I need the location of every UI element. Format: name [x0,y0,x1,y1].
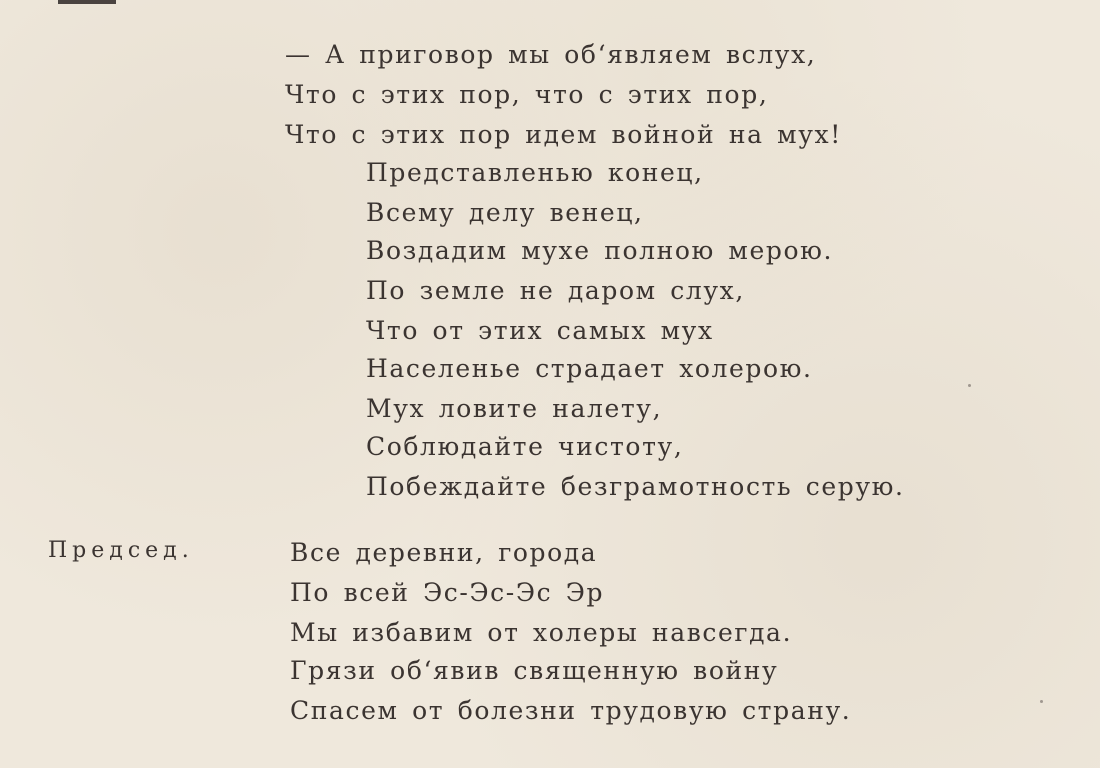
verse-line: Мы избавим от холеры навсегда. [290,618,793,647]
paper-speck [968,384,971,387]
verse-line: Что с этих пор, что с этих пор, [285,80,769,109]
verse-line: Воздадим мухе полною мерою. [366,236,834,265]
verse-line: Соблюдайте чистоту, [366,432,684,461]
verse-line: Населенье страдает холерою. [366,354,813,383]
verse-line: Представленью конец, [366,158,704,187]
verse-line: Что с этих пор идем войной на мух! [285,120,842,149]
verse-line: Всему делу венец, [366,198,644,227]
verse-line: Побеждайте безграмотность серую. [366,472,905,501]
paper-speck [1040,700,1043,703]
verse-line: — А приговор мы об‘являем вслух, [285,40,817,69]
verse-line: По земле не даром слух, [366,276,745,305]
verse-line: Грязи об‘явив священную войну [290,656,779,685]
verse-line: Мух ловите налету, [366,394,663,423]
verse-line: Все деревни, города [290,538,598,567]
top-rule [58,0,116,4]
verse-line: По всей Эс-Эс-Эс Эр [290,578,605,607]
speaker-label: Председ. [48,538,194,563]
verse-line: Спасем от болезни трудовую страну. [290,696,852,725]
verse-line: Что от этих самых мух [366,316,714,345]
